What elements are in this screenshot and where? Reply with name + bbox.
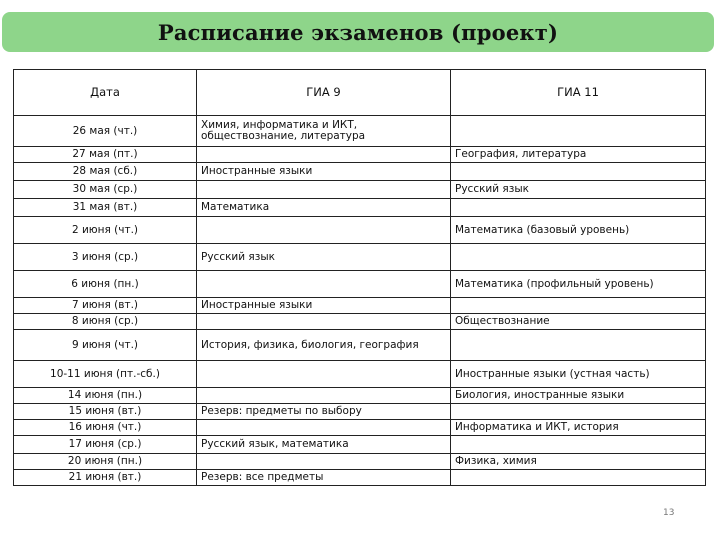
gia9-cell: Резерв: все предметы (197, 470, 451, 486)
gia9-cell (197, 454, 451, 470)
gia9-cell: Иностранные языки (197, 298, 451, 314)
table-row (14, 244, 706, 271)
gia11-cell: Иностранные языки (устная часть) (451, 361, 706, 388)
gia9-cell: Русский язык, математика (197, 436, 451, 454)
date-cell: 10-11 июня (пт.-сб.) (14, 361, 197, 388)
page-number: 13 (663, 508, 675, 518)
page-title: Расписание экзаменов (проект) (157, 19, 559, 45)
date-cell: 14 июня (пн.) (14, 388, 197, 404)
table-row (14, 314, 706, 330)
date-cell: 8 июня (ср.) (14, 314, 197, 330)
gia9-cell: Резерв: предметы по выбору (197, 404, 451, 420)
table-row (14, 163, 706, 181)
gia9-cell: Математика (197, 199, 451, 217)
table-row (14, 454, 706, 470)
gia9-cell (197, 361, 451, 388)
gia11-cell (451, 163, 706, 181)
gia11-cell: География, литература (451, 147, 706, 163)
header-row (14, 70, 706, 116)
gia9-cell (197, 420, 451, 436)
gia9-cell: История, физика, биология, география (197, 330, 451, 361)
gia11-cell (451, 116, 706, 147)
gia11-cell: Обществознание (451, 314, 706, 330)
date-cell: 6 июня (пн.) (14, 271, 197, 298)
table-row (14, 147, 706, 163)
date-cell: 2 июня (чт.) (14, 217, 197, 244)
table-row (14, 361, 706, 388)
date-cell: 9 июня (чт.) (14, 330, 197, 361)
header-date: Дата (14, 70, 197, 116)
gia11-cell: Информатика и ИКТ, история (451, 420, 706, 436)
date-cell: 27 мая (пт.) (14, 147, 197, 163)
gia11-cell (451, 404, 706, 420)
date-cell: 26 мая (чт.) (14, 116, 197, 147)
gia9-cell: Русский язык (197, 244, 451, 271)
gia9-cell: Иностранные языки (197, 163, 451, 181)
table-row (14, 388, 706, 404)
gia11-cell: Биология, иностранные языки (451, 388, 706, 404)
gia9-cell (197, 314, 451, 330)
gia11-cell (451, 330, 706, 361)
date-cell: 3 июня (ср.) (14, 244, 197, 271)
gia11-cell: Математика (профильный уровень) (451, 271, 706, 298)
date-cell: 30 мая (ср.) (14, 181, 197, 199)
gia9-cell: Химия, информатика и ИКТ, обществознание, литература (197, 116, 451, 147)
gia9-cell (197, 388, 451, 404)
table-row (14, 116, 706, 147)
gia9-cell (197, 181, 451, 199)
date-cell: 16 июня (чт.) (14, 420, 197, 436)
date-cell: 31 мая (вт.) (14, 199, 197, 217)
date-cell: 20 июня (пн.) (14, 454, 197, 470)
table-row (14, 420, 706, 436)
table-row (14, 330, 706, 361)
gia9-cell (197, 271, 451, 298)
table-row (14, 470, 706, 486)
gia11-cell: Русский язык (451, 181, 706, 199)
gia11-cell (451, 244, 706, 271)
date-cell: 7 июня (вт.) (14, 298, 197, 314)
table-row (14, 181, 706, 199)
gia11-cell (451, 470, 706, 486)
date-cell: 28 мая (сб.) (14, 163, 197, 181)
gia9-cell (197, 217, 451, 244)
header-gia9: ГИА 9 (197, 70, 451, 116)
date-cell: 17 июня (ср.) (14, 436, 197, 454)
gia11-cell (451, 436, 706, 454)
exam-schedule-table (13, 69, 706, 486)
gia11-cell: Физика, химия (451, 454, 706, 470)
date-cell: 15 июня (вт.) (14, 404, 197, 420)
gia11-cell: Математика (базовый уровень) (451, 217, 706, 244)
header-gia11: ГИА 11 (451, 70, 706, 116)
date-cell: 21 июня (вт.) (14, 470, 197, 486)
table-row (14, 298, 706, 314)
title-banner (2, 12, 714, 52)
gia9-cell (197, 147, 451, 163)
table-row (14, 217, 706, 244)
gia11-cell (451, 298, 706, 314)
table-row (14, 436, 706, 454)
table-row (14, 271, 706, 298)
table-row (14, 404, 706, 420)
gia11-cell (451, 199, 706, 217)
table-row (14, 199, 706, 217)
